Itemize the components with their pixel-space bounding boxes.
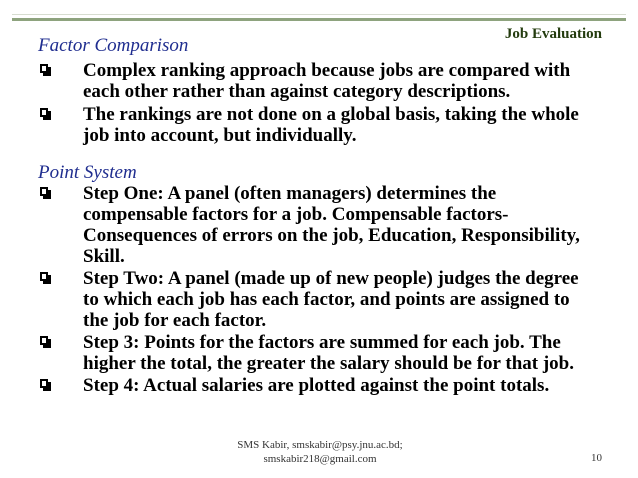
list-item [0,268,638,331]
header-rule-thick [12,18,626,21]
square-bullet-icon [40,108,48,117]
list-item-text: Step 4: Actual salaries are plotted against the point totals. [83,375,550,396]
list-item-text: The rankings are not done on a global basis, taking the whole job into account, but individually. [83,104,579,146]
list-item-text: Step 3: Points for the factors are summed for each job. The higher the total, the greater the salary should be for that job. [83,332,574,374]
slide-title: Job Evaluation [504,26,602,42]
list-item [0,104,638,146]
square-bullet-icon [40,336,48,345]
footer-author [220,438,420,466]
factor-comparison-list [0,60,638,148]
section-heading-factor-comparison: Factor Comparison [38,35,189,56]
list-item-text: Step Two: A panel (made up of new people) judges the degree to which each job has each factor, and points are assigned to the job for each factor. [83,268,579,331]
header-rule-thin [12,14,626,15]
list-item-text: Complex ranking approach because jobs are compared with each other rather than against category descriptions. [83,60,571,102]
page-number: 10 [591,452,602,464]
point-system-list [0,183,638,397]
footer-line: smskabir218@gmail.com [263,453,377,465]
list-item [0,60,638,102]
section-heading-point-system: Point System [38,162,137,183]
square-bullet-icon [40,187,48,196]
list-item [0,183,638,267]
square-bullet-icon [40,64,48,73]
list-item [0,375,638,396]
square-bullet-icon [40,379,48,388]
square-bullet-icon [40,272,48,281]
footer-line: SMS Kabir, smskabir@psy.jnu.ac.bd; [237,439,403,451]
list-item [0,332,638,374]
list-item-text: Step One: A panel (often managers) determines the compensable factors for a job. Compensable factors-Consequences of errors on the job, Education, Responsibility, Skill. [83,183,580,267]
